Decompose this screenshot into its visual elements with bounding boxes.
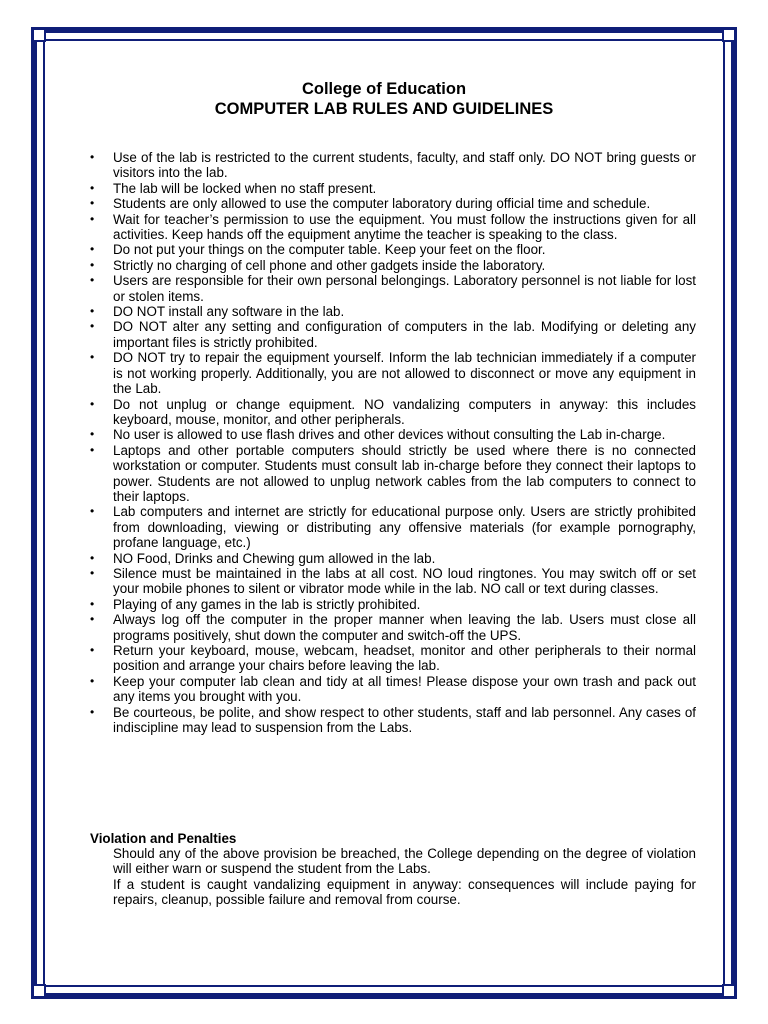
rule-text: Students are only allowed to use the computer laboratory during official time and schedule. [113, 196, 651, 212]
border-corner-ornament [722, 28, 736, 42]
rule-text: Playing of any games in the lab is strictly prohibited. [113, 596, 421, 612]
violation-paragraph: Should any of the above provision be breached, the College depending on the degree of violation will either warn or suspend the student from the Labs. [113, 846, 696, 877]
bullet-icon: • [90, 596, 95, 611]
rule-text: Silence must be maintained in the labs at all cost. NO loud ringtones. You may switch off or set your mobile phones to silent or vibrator mode while in the lab. NO call or text during classes. [113, 565, 696, 597]
rule-item [90, 504, 696, 550]
rule-item [90, 350, 696, 396]
rule-text: Be courteous, be polite, and show respect to other students, staff and lab personnel. Any cases of indiscipline may lead to suspension from the Labs. [113, 704, 696, 736]
rule-text: Keep your computer lab clean and tidy at all times! Please dispose your own trash and pack out any items you brought with you. [113, 673, 696, 705]
bullet-icon: • [90, 504, 95, 519]
rule-item [90, 242, 696, 257]
rule-text: Always log off the computer in the proper manner when leaving the lab. Users must close all programs positively, shut down the computer and switch-off the UPS. [113, 612, 696, 643]
rule-text: DO NOT try to repair the equipment yourself. Inform the lab technician immediately if a computer is not working properly. Additionally, you are not allowed to disconnect or move any equipment in the Lab. [113, 350, 696, 397]
bullet-icon: • [90, 180, 95, 195]
rule-text: The lab will be locked when no staff present. [113, 180, 377, 196]
bullet-icon: • [90, 565, 95, 580]
bullet-icon: • [90, 350, 95, 365]
rules-list [90, 150, 696, 735]
rule-item [90, 258, 696, 273]
rule-text: Return your keyboard, mouse, webcam, headset, monitor and other peripherals to their normal position and arrange your chairs before leaving the lab. [113, 643, 696, 674]
rule-item [90, 319, 696, 350]
bullet-icon: • [90, 273, 95, 288]
rule-text: NO Food, Drinks and Chewing gum allowed in the lab. [113, 550, 436, 566]
rule-text: Do not put your things on the computer table. Keep your feet on the floor. [113, 242, 546, 258]
rule-item [90, 597, 696, 612]
rule-item [90, 705, 696, 736]
rule-item [90, 643, 696, 674]
rule-text: Use of the lab is restricted to the current students, faculty, and staff only. DO NOT bring guests or visitors into the lab. [113, 150, 696, 181]
bullet-icon: • [90, 150, 95, 164]
rule-item [90, 566, 696, 597]
bullet-icon: • [90, 304, 95, 319]
bullet-icon: • [90, 612, 95, 627]
bullet-icon: • [90, 643, 95, 657]
rule-item [90, 181, 696, 196]
rule-item [90, 612, 696, 643]
rule-item [90, 427, 696, 442]
bullet-icon: • [90, 550, 95, 565]
border-corner-ornament [32, 28, 46, 42]
rule-text: Laptops and other portable computers should strictly be used where there is no connected workstation or computer. Students must consult lab in-charge before they connect their laptops to power. Students are not allowed to unplug network cables from the lab computers to connect to their laptops. [113, 442, 696, 504]
rule-text: DO NOT install any software in the lab. [113, 304, 345, 320]
bullet-icon: • [90, 427, 95, 442]
bullet-icon: • [90, 257, 95, 272]
rule-item [90, 551, 696, 566]
rule-item [90, 273, 696, 304]
rule-text: DO NOT alter any setting and configuration of computers in the lab. Modifying or deleting any important files is strictly prohibited. [113, 319, 696, 350]
bullet-icon: • [90, 673, 95, 688]
bullet-icon: • [90, 242, 95, 257]
rule-text: No user is allowed to use flash drives and other devices without consulting the Lab in-charge. [113, 427, 666, 443]
bullet-icon: • [90, 211, 95, 226]
document-title: COMPUTER LAB RULES AND GUIDELINES [214, 100, 554, 118]
bullet-icon: • [90, 442, 95, 457]
rule-item [90, 304, 696, 319]
rule-text: Wait for teacher’s permission to use the equipment. You must follow the instructions given for all activities. Keep hands off the equipment anytime the teacher is speaking to the class. [113, 211, 696, 243]
rule-item [90, 150, 696, 181]
rule-item [90, 212, 696, 243]
border-corner-ornament [32, 984, 46, 998]
rule-text: Lab computers and internet are strictly for educational purpose only. Users are strictly prohibited from downloading, viewing or distributing any offensive materials (for example pornography, profane language, etc.) [113, 504, 696, 551]
rule-item [90, 674, 696, 705]
bullet-icon: • [90, 196, 95, 211]
rule-item [90, 196, 696, 211]
rule-item [90, 397, 696, 428]
rule-text: Users are responsible for their own personal belongings. Laboratory personnel is not liable for lost or stolen items. [113, 273, 696, 304]
rule-text: Do not unplug or change equipment. NO vandalizing computers in anyway: this includes keyboard, mouse, monitor, and other peripherals. [113, 396, 696, 427]
college-title: College of Education [301, 80, 467, 98]
violation-paragraph: If a student is caught vandalizing equipment in anyway: consequences will include paying for repairs, cleanup, possible failure and removal from course. [113, 877, 696, 908]
violation-heading: Violation and Penalties [90, 831, 237, 846]
rule-item [90, 443, 696, 505]
bullet-icon: • [90, 704, 95, 719]
border-corner-ornament [722, 984, 736, 998]
bullet-icon: • [90, 319, 95, 334]
bullet-icon: • [90, 396, 95, 411]
rule-text: Strictly no charging of cell phone and other gadgets inside the laboratory. [113, 257, 546, 273]
